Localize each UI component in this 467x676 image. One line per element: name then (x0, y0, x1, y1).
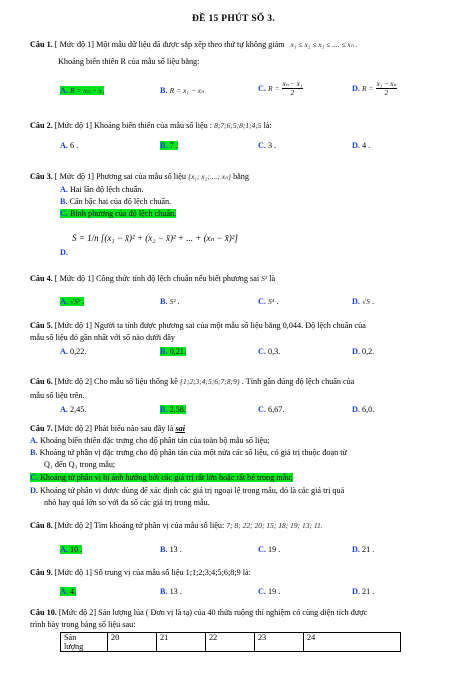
fraction-denominator: 2 (384, 89, 389, 97)
option-value: √S² (70, 297, 81, 306)
option-letter: D. (30, 486, 38, 495)
option-value: 6,67. (268, 405, 285, 414)
q2-option-d[interactable]: D. 4 . (352, 141, 371, 150)
q4-option-d[interactable]: D. √S . (352, 297, 374, 306)
option-letter: D. (352, 141, 360, 150)
option-letter: B. (160, 297, 168, 306)
option-value: 0,3. (268, 347, 281, 356)
q7-option-c[interactable] (30, 473, 293, 482)
q6-option-a[interactable] (60, 405, 86, 414)
q2-option-b[interactable]: B. 7 . (160, 141, 178, 150)
q7-option-d[interactable] (30, 486, 344, 495)
question-8 (30, 521, 323, 530)
option-letter: B. (160, 405, 168, 414)
option-letter: A. (60, 185, 68, 194)
option-letter: D. (60, 248, 68, 257)
q9-option-d[interactable]: D. 21 . (352, 587, 375, 596)
question-7-text: [Mức độ 2] Phát biểu nào sau đây là (54, 424, 174, 433)
q9-option-b[interactable]: B. 13 . (160, 587, 182, 596)
option-value: 2,45. (70, 405, 87, 414)
question-5 (30, 321, 366, 330)
q7-option-a[interactable] (30, 436, 270, 445)
question-8-math: 7; 8; 22; 20; 15; 18; 19; 13; 11. (226, 521, 323, 530)
question-9-text: [Mức độ 1] Số trung vị của mẫu số liệu 1;1;2;3;4;5;6;8;9 là: (54, 568, 251, 577)
header-line-1: Sản (64, 633, 77, 642)
q2-option-a[interactable]: A. 6 . (60, 141, 79, 150)
question-2-number: Câu 2. (30, 121, 53, 130)
q1-option-a[interactable] (60, 86, 104, 95)
question-8-text: [Mức độ 2] Tìm khoảng tứ phân vị của mẫu số liệu: (54, 521, 225, 530)
option-value: 2,58. (169, 405, 186, 414)
option-letter: D. (352, 297, 360, 306)
q6-option-d[interactable] (352, 405, 374, 414)
q3-option-c[interactable] (60, 209, 176, 218)
option-letter: A. (60, 347, 68, 356)
question-1-text2: Khoảng biến thiên R của mẫu số liệu bằng: (58, 57, 200, 66)
option-letter: C. (30, 473, 38, 482)
option-value: 19 (268, 587, 277, 596)
option-value: 13 (169, 587, 178, 596)
option-value: 10 (70, 545, 79, 554)
option-expr: R = xₙ − x₁ (70, 86, 105, 95)
question-2-text: [Mức độ 1] Khoảng biến thiên của mẫu số liệu : (54, 121, 213, 130)
question-6-text2: mẫu số liệu trên. (30, 391, 85, 400)
question-5-text: [Mức độ 1] Người ta tính được phương sai của một mẫu số liệu bằng 0,044. Độ lệch chuẩn của (54, 321, 366, 330)
question-4 (30, 274, 275, 283)
question-3-text: [ Mức độ 1] Phương sai của mẫu số liệu (54, 172, 187, 181)
option-text: Khoảng tứ phân vị bị ảnh hưởng bởi các giá trị rất lớn hoặc rất bé trong mẫu; (40, 473, 293, 482)
question-1-math: x₁ ≤ x₂ ≤ x₃ ≤ .... ≤ xₙ . (290, 40, 358, 49)
question-1-number: Câu 1. (30, 40, 53, 49)
option-letter: C. (258, 141, 266, 150)
q4-option-c[interactable]: C. S⁴ . (258, 297, 279, 306)
table-cell: 20 (108, 633, 157, 652)
question-6-number: Câu 6. (30, 377, 53, 386)
question-4-math: S² (261, 274, 268, 283)
fraction-numerator: x₁ − xₙ (376, 80, 397, 88)
question-6-math: {1;2;3;4;5;6;7;8;9} (179, 377, 240, 386)
question-10-text: [Mức độ 2] Sản lượng lúa ( Đơn vị là tạ) của 40 thửa ruộng thí nghiệm có cùng diện tích được (58, 608, 368, 617)
q9-option-c[interactable]: C. 19 . (258, 587, 281, 596)
question-6-text: [Mức độ 2] Cho mẫu số liệu thống kê (54, 377, 178, 386)
question-10-number: Câu 10. (30, 608, 57, 617)
q9-option-a[interactable]: A. 4. (60, 587, 77, 596)
q7-option-d-text2: nhỏ hay quá lớn so với đa số các giá trị trong mẫu. (44, 498, 210, 507)
question-6-tail: . Tính gần đúng độ lệch chuẩn của (241, 377, 355, 386)
question-9 (30, 568, 251, 577)
q5-option-c[interactable] (258, 347, 280, 356)
q3-option-d[interactable] (60, 248, 68, 257)
option-letter: D. (352, 347, 360, 356)
question-1 (30, 40, 358, 49)
question-5-text2: mẫu số liệu đó gần nhất với số nào dưới đây (30, 333, 175, 342)
option-letter: D. (352, 405, 360, 414)
q8-option-b[interactable]: B. 13 . (160, 545, 182, 554)
table-cell: 23 (255, 633, 304, 652)
q4-option-b[interactable]: B. S² . (160, 297, 180, 306)
question-7-number: Câu 7. (30, 424, 53, 433)
option-letter: A. (60, 405, 68, 414)
table-header-cell (61, 633, 108, 652)
question-3-number: Câu 3. (30, 172, 53, 181)
option-text: Khoảng tứ phân vị đặc trưng cho độ phân tán của một nửa các số liệu, có giá trị thuộc đoạn từ (39, 448, 347, 457)
option-letter: B. (30, 448, 38, 457)
option-letter: A. (60, 545, 68, 554)
question-2-tail: là: (263, 121, 272, 130)
option-letter: A. (60, 297, 68, 306)
option-letter: B. (160, 587, 168, 596)
option-text: Khoảng tứ phân vị được dùng để xác định các giá trị ngoại lệ trong mẫu, đó là các giá trị quá (40, 486, 345, 495)
question-10-text2: trình bày trong bảng số liệu sau: (30, 620, 136, 629)
option-value: 3 (268, 141, 273, 150)
q1-option-c[interactable] (258, 80, 303, 97)
q3-option-b[interactable] (60, 197, 171, 206)
question-3-tail: bằng (233, 172, 249, 181)
option-value: √S (362, 297, 370, 306)
question-3-math: {x₁; x₂; ...; xₙ} (188, 172, 232, 181)
option-value: 6,0. (362, 405, 375, 414)
option-letter: B. (160, 545, 168, 554)
option-value: 0,22. (70, 347, 87, 356)
option-letter: C. (258, 545, 266, 554)
q2-option-c[interactable]: C. 3 . (258, 141, 277, 150)
option-expr: R = (268, 84, 280, 93)
q5-option-d[interactable] (352, 347, 374, 356)
question-4-tail: là (269, 274, 276, 283)
question-3 (30, 172, 249, 181)
question-8-number: Câu 8. (30, 521, 53, 530)
option-value: 19 (268, 545, 277, 554)
fraction-numerator: xₙ − x₁ (282, 80, 303, 88)
option-value: 4 (362, 141, 367, 150)
q3-formula: S = 1/n [(x₁ − x̄)² + (x₂ − x̄)² + ... + (xₙ − x̄)²] (72, 233, 238, 243)
option-letter: C. (60, 209, 68, 218)
question-7-emphasis: sai (175, 424, 185, 433)
option-value: 13 (169, 545, 178, 554)
option-letter: B. (160, 86, 168, 95)
q1-option-d[interactable] (352, 80, 397, 97)
table-cell: 24 (304, 633, 401, 652)
question-4-number: Câu 4. (30, 274, 53, 283)
question-2 (30, 121, 272, 130)
option-value: S² (169, 297, 176, 306)
option-letter: C. (258, 84, 266, 93)
question-4-text: [ Mức độ 1] Công thức tính độ lệch chuẩn nếu biết phương sai (54, 274, 260, 283)
q5-option-b[interactable] (160, 347, 186, 356)
option-value: 7 (169, 141, 174, 150)
yield-table (60, 632, 401, 652)
option-letter: C. (258, 405, 266, 414)
option-value: 0,2. (362, 347, 375, 356)
page-title: ĐỀ 15 PHÚT SỐ 3. (191, 14, 275, 24)
q3-option-a[interactable] (60, 185, 143, 194)
q7-option-b-text2: Q₁ đến Q₃ trong mẫu; (44, 460, 116, 469)
option-text: Căn bậc hai của độ lệch chuẩn. (69, 197, 172, 206)
question-7 (30, 424, 185, 433)
option-letter: B. (60, 197, 68, 206)
table-cell: 21 (157, 633, 206, 652)
q4-option-a[interactable]: A. √S² . (60, 297, 85, 306)
option-letter: A. (60, 141, 68, 150)
fraction-denominator: 2 (290, 89, 295, 97)
option-value: 6 (70, 141, 75, 150)
option-value: 21 (362, 587, 371, 596)
option-letter: C. (258, 297, 266, 306)
question-9-number: Câu 9. (30, 568, 53, 577)
option-expr: R = (362, 84, 374, 93)
q8-option-d[interactable]: D. 21 . (352, 545, 375, 554)
table-cell: 22 (206, 633, 255, 652)
q8-option-a[interactable]: A. 10 . (60, 545, 83, 554)
option-text: Bình phương của độ lệch chuẩn. (70, 209, 177, 218)
question-5-number: Câu 5. (30, 321, 53, 330)
header-line-2: lượng (64, 642, 84, 651)
q8-option-c[interactable]: C. 19 . (258, 545, 281, 554)
option-letter: C. (258, 587, 266, 596)
q6-option-c[interactable] (258, 405, 284, 414)
option-letter: D. (352, 84, 360, 93)
option-text: Hai lần độ lệch chuẩn. (70, 185, 144, 194)
option-letter: A. (30, 436, 38, 445)
q5-option-a[interactable] (60, 347, 86, 356)
option-value: 21 (362, 545, 371, 554)
option-text: Khoảng biến thiên đặc trưng cho độ phân tán của toàn bộ mẫu số liệu; (40, 436, 270, 445)
table-row (61, 633, 401, 652)
option-letter: B. (160, 347, 168, 356)
question-6 (30, 377, 354, 386)
option-letter: A. (60, 587, 68, 596)
option-letter: A. (60, 86, 68, 95)
option-value: 0,21. (169, 347, 186, 356)
question-2-math: 8;7;6;5;8;1;4;5 (214, 121, 262, 130)
option-letter: C. (258, 347, 266, 356)
option-letter: B. (160, 141, 168, 150)
option-letter: D. (352, 587, 360, 596)
q7-option-b[interactable] (30, 448, 347, 457)
option-expr: R = x₁ − xₙ (169, 86, 205, 95)
option-letter: D. (352, 545, 360, 554)
question-10 (30, 608, 367, 617)
option-value: 4 (70, 587, 75, 596)
q6-option-b[interactable] (160, 405, 186, 414)
question-1-text: [ Mức độ 1] Một mẫu dữ liệu đã được sắp xếp theo thứ tự không giảm (54, 40, 285, 49)
option-value: S⁴ (268, 297, 275, 306)
q1-option-b[interactable] (160, 86, 204, 95)
